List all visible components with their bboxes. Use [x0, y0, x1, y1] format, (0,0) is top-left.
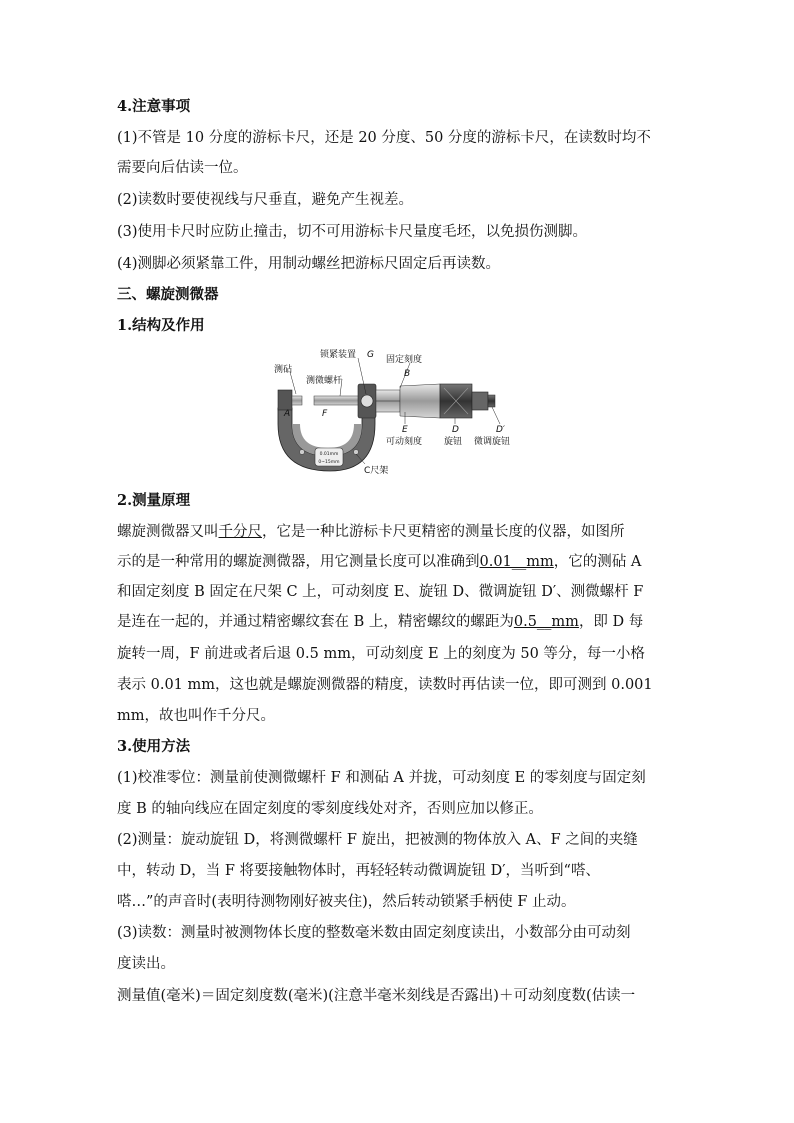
usage-line-6: (3)读数：测量时被测物体长度的整数毫米数由固定刻度读出，小数部分由可动刻 — [117, 925, 631, 941]
plate-label-2: 0~15mm — [318, 460, 340, 465]
principle-line-4-b: ，即 D 每 — [578, 614, 644, 630]
rivet-left — [300, 450, 305, 455]
notes-heading: 4.注意事项 — [117, 98, 191, 115]
anvil-face — [292, 396, 302, 405]
rivet-right — [354, 450, 359, 455]
label-F: F — [322, 409, 328, 419]
fine-knob-end — [488, 395, 495, 407]
thimble — [400, 384, 440, 418]
principle-line-2 — [117, 552, 683, 572]
principle-line-7: mm，故也叫作千分尺。 — [117, 708, 275, 724]
principle-line-3: 和固定刻度 B 固定在尺架 C 上，可动刻度 E、旋钮 D、微调旋钮 D′、测微螺杆 F — [117, 584, 644, 600]
lock-knob — [361, 395, 373, 407]
label-lock-letter: G — [367, 350, 374, 360]
principle-line-2-b: ，它的测砧 A — [553, 554, 642, 570]
notes-item-3: (3)使用卡尺时应防止撞击，切不可用游标卡尺量度毛坯，以免损伤测脚。 — [117, 224, 588, 240]
label-E: E — [402, 425, 408, 435]
notes-item-1: (1)不管是 10 分度的游标卡尺，还是 20 分度、50 分度的游标卡尺，在读数时均不 — [117, 130, 651, 146]
principle-line-5: 旋转一周，F 前进或者后退 0.5 mm，可动刻度 E 上的刻度为 50 等分，每一小格 — [117, 646, 645, 662]
label-frame: C尺架 — [364, 466, 389, 476]
usage-line-7: 度读出。 — [117, 956, 175, 972]
label-D-prime: D′ — [496, 425, 505, 435]
structure-heading: 1.结构及作用 — [117, 317, 205, 334]
usage-heading: 3.使用方法 — [117, 738, 191, 755]
label-movable-scale: 可动刻度 — [386, 437, 423, 447]
fine-knob — [472, 392, 488, 410]
plate-label-1: 0.01mm — [319, 452, 339, 457]
principle-line-4-underline: 0.5__mm — [513, 614, 579, 630]
label-knob: 旋钮 — [444, 437, 463, 447]
spindle — [314, 396, 364, 405]
label-D: D — [452, 425, 459, 435]
principle-line-2-a: 示的是一种常用的螺旋测微器，用它测量长度可以准确到 — [117, 554, 480, 570]
micrometer-figure — [270, 346, 530, 476]
principle-line-6: 表示 0.01 mm，这也就是螺旋测微器的精度，读数时再估读一位，即可测到 0.001 — [117, 677, 653, 693]
principle-line-1 — [117, 522, 683, 542]
section-heading: 三、螺旋测微器 — [117, 286, 219, 303]
label-B: B — [404, 369, 411, 379]
principle-line-2-underline: 0.01__mm — [479, 554, 554, 570]
leader-fine — [492, 407, 500, 424]
principle-heading: 2.测量原理 — [117, 492, 191, 509]
principle-line-4-a: 是连在一起的，并通过精密螺纹套在 B 上，精密螺纹的螺距为 — [117, 614, 514, 630]
usage-line-8: 测量值(毫米)＝固定刻度数(毫米)(注意半毫米刻线是否露出)＋可动刻度数(估读一 — [117, 988, 636, 1004]
principle-line-1-b: ，它是一种比游标卡尺更精密的测量长度的仪器，如图所 — [262, 524, 625, 540]
notes-item-2: (2)读数时要使视线与尺垂直，避免产生视差。 — [117, 192, 414, 208]
usage-line-3: (2)测量：旋动旋钮 D，将测微螺杆 F 旋出，把被测的物体放入 A、F 之间的夹缝 — [117, 832, 638, 848]
label-lock: 锁紧装置 — [320, 350, 357, 360]
principle-line-4 — [117, 612, 683, 632]
notes-item-4: (4)测脚必须紧靠工件，用制动螺丝把游标尺固定后再读数。 — [117, 256, 501, 272]
label-spindle: 测微螺杆 — [306, 376, 343, 386]
principle-line-1-a: 螺旋测微器又叫 — [117, 524, 219, 540]
usage-line-4: 中，转动 D，当 F 将要接触物体时，再轻轻转动微调旋钮 D′，当听到“嗒、 — [117, 863, 600, 879]
usage-line-5: 嗒…”的声音时(表明待测物刚好被夹住)，然后转动锁紧手柄使 F 止动。 — [117, 894, 576, 910]
label-fixed-scale: 固定刻度 — [386, 355, 423, 365]
label-fine-knob: 微调旋钮 — [474, 437, 511, 447]
notes-item-1-cont: 需要向后估读一位。 — [117, 160, 248, 176]
label-anvil: 测砧 — [274, 365, 293, 375]
principle-line-1-underline: 千分尺 — [218, 524, 262, 540]
usage-line-2: 度 B 的轴向线应在固定刻度的零刻度线处对齐，否则应加以修正。 — [117, 801, 543, 817]
label-A: A — [284, 409, 291, 419]
anvil-block — [278, 390, 292, 410]
usage-line-1: (1)校准零位：测量前使测微螺杆 F 和测砧 A 并拢，可动刻度 E 的零刻度与固定刻 — [117, 770, 646, 786]
